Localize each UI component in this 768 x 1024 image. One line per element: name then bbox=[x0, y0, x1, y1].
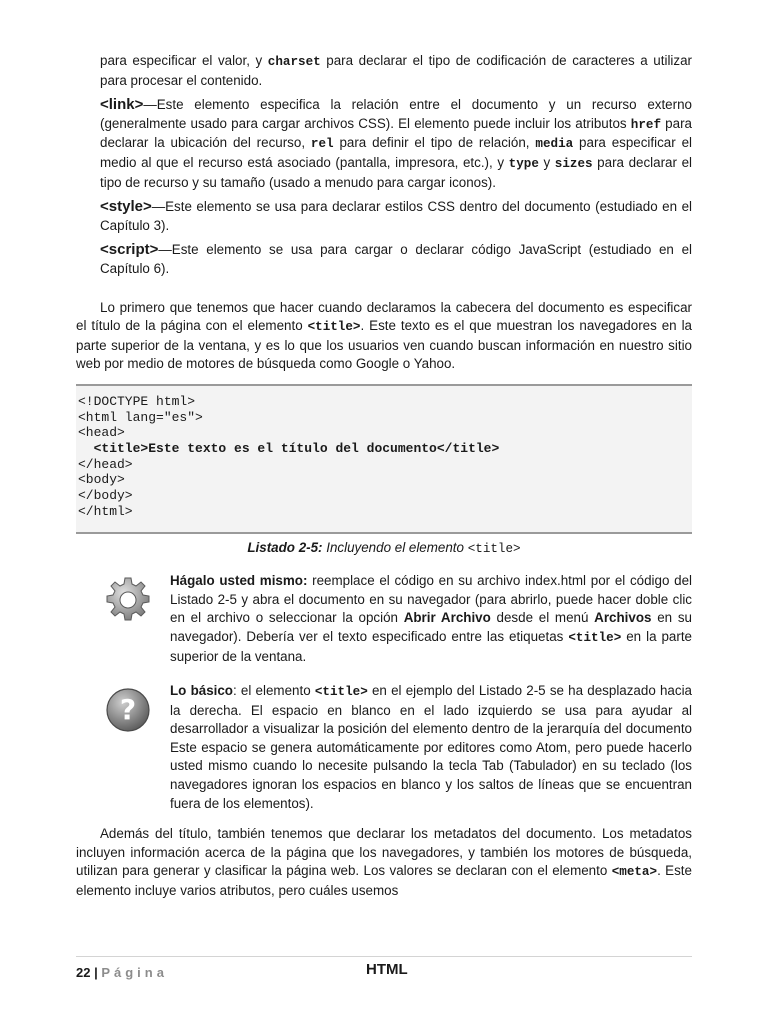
inline-code: charset bbox=[267, 55, 321, 69]
text: —Este elemento se usa para declarar estilos CSS dentro del documento (estudiado en el Capítulo 3). bbox=[100, 199, 692, 233]
code-line: <html lang="es"> bbox=[78, 409, 203, 425]
text: en la parte superior de la ventana. bbox=[170, 628, 693, 664]
code-line: <head> bbox=[78, 425, 125, 441]
inline-code: href bbox=[630, 117, 662, 132]
listing-caption bbox=[76, 539, 692, 559]
paragraph-title bbox=[76, 299, 692, 374]
inline-code: <title> bbox=[568, 630, 622, 645]
footer-title: HTML bbox=[366, 961, 408, 978]
page-number bbox=[76, 964, 168, 983]
text: para especificar el medio al que el recurso está asociado (pantalla, impresora, etc.), y bbox=[100, 135, 692, 170]
text: en su navegador). Debería ver el texto especificado entre las etiquetas bbox=[170, 610, 692, 644]
separator: | bbox=[90, 965, 102, 980]
page-body bbox=[76, 52, 692, 901]
text: para declarar la ubicación del recurso, bbox=[100, 115, 692, 151]
svg-text:?: ? bbox=[119, 693, 137, 727]
text: reemplace el código en su archivo index.html por el código del Listado 2-5 y abra el documento en su navegador (para abrirlo, puede hacer doble clic en el archivo o seleccionar la opción bbox=[170, 573, 692, 626]
inline-code: media bbox=[535, 137, 574, 152]
text: . Este texto es el que muestran los navegadores en la parte superior de la ventana, y es lo que los usuarios ven cuando buscan información en nuestro sitio web por medio de motores de búsqueda como Google o Yahoo. bbox=[76, 318, 692, 372]
inline-code: <meta> bbox=[611, 865, 658, 880]
text: para definir el tipo de relación, bbox=[333, 135, 536, 151]
text: : el elemento bbox=[233, 683, 315, 699]
text: y bbox=[538, 154, 555, 170]
text: —Este elemento se usa para cargar o declarar código JavaScript (estudiado en el Capítulo 6). bbox=[100, 242, 692, 276]
note-basico bbox=[76, 682, 692, 813]
code-line: </html> bbox=[78, 503, 133, 519]
definition-link bbox=[76, 96, 692, 192]
text: . Este elemento incluye varios atributos, pero cuáles usemos bbox=[76, 863, 692, 899]
definition-term: <link> bbox=[100, 96, 144, 114]
text: para declarar el tipo de codificación de caracteres a utilizar para procesar el contenido. bbox=[100, 53, 692, 88]
page-number-value: 22 bbox=[76, 965, 91, 980]
definition-script bbox=[76, 241, 692, 278]
gear-icon bbox=[104, 576, 152, 624]
text: en el ejemplo del Listado 2-5 se ha desplazado hacia la derecha. El espacio en blanco en el lado izquierdo se usa para ayudar al desarrollador a visualizar la posición del elemento dentro de la jerarquía del documento Este espacio se genera automáticamente por editores como Atom, pero puede hacerlo usted mismo cuando lo necesite pulsando la tecla Tab (Tabulador) en su teclado (los navegadores ignoran los espacios en blanco y los saltos de líneas que se encuentran fuera de los elementos). bbox=[170, 683, 692, 811]
definition-style bbox=[76, 198, 692, 235]
note-hagalo bbox=[76, 572, 692, 666]
text: desde el menú bbox=[490, 610, 595, 626]
inline-code: rel bbox=[310, 137, 334, 152]
code-line: <body> bbox=[78, 472, 125, 488]
code-line: </body> bbox=[78, 488, 133, 504]
text: para declarar el tipo de recurso y su tamaño (usado a menudo para cargar iconos). bbox=[100, 154, 692, 190]
code-listing bbox=[76, 384, 692, 534]
caption-text: Incluyendo el elemento bbox=[322, 539, 468, 555]
inline-code: sizes bbox=[554, 156, 593, 171]
text: —Este elemento especifica la relación entre el documento y un recurso externo (generalmente usado para cargar archivos CSS). El elemento puede incluir los atributos bbox=[100, 97, 692, 131]
paragraph-intro bbox=[76, 52, 692, 90]
page-footer bbox=[76, 956, 692, 985]
definition-term: <script> bbox=[100, 241, 159, 259]
code-line: <title>Este texto es el título del documento</title> bbox=[78, 441, 500, 457]
text: para especificar el valor, y bbox=[100, 53, 268, 68]
paragraph-meta bbox=[76, 825, 692, 900]
code-line: <!DOCTYPE html> bbox=[78, 393, 196, 409]
text: Lo primero que tenemos que hacer cuando declaramos la cabecera del documento es especificar el título de la página con el elemento bbox=[76, 299, 692, 334]
inline-code: <title> bbox=[314, 685, 368, 700]
inline-code: type bbox=[508, 156, 539, 171]
caption-code: <title> bbox=[467, 541, 521, 556]
caption-label: Listado 2-5: bbox=[247, 539, 323, 555]
inline-code: <title> bbox=[307, 320, 361, 335]
menu-option: Abrir Archivo bbox=[403, 610, 491, 626]
note-lead: Hágalo usted mismo: bbox=[170, 573, 308, 589]
page-word: Página bbox=[101, 965, 168, 980]
code-line: </head> bbox=[78, 456, 133, 472]
text: Además del título, también tenemos que declarar los metadatos del documento. Los metadatos incluyen información acerca de la página que los navegadores, y también los motores de búsqueda, utilizan para generar y clasificar la página web. Los valores se declaran con el elemento bbox=[76, 826, 692, 879]
question-icon bbox=[104, 686, 152, 734]
menu-name: Archivos bbox=[594, 610, 652, 626]
note-lead: Lo básico bbox=[170, 683, 233, 699]
definition-term: <style> bbox=[100, 198, 152, 216]
